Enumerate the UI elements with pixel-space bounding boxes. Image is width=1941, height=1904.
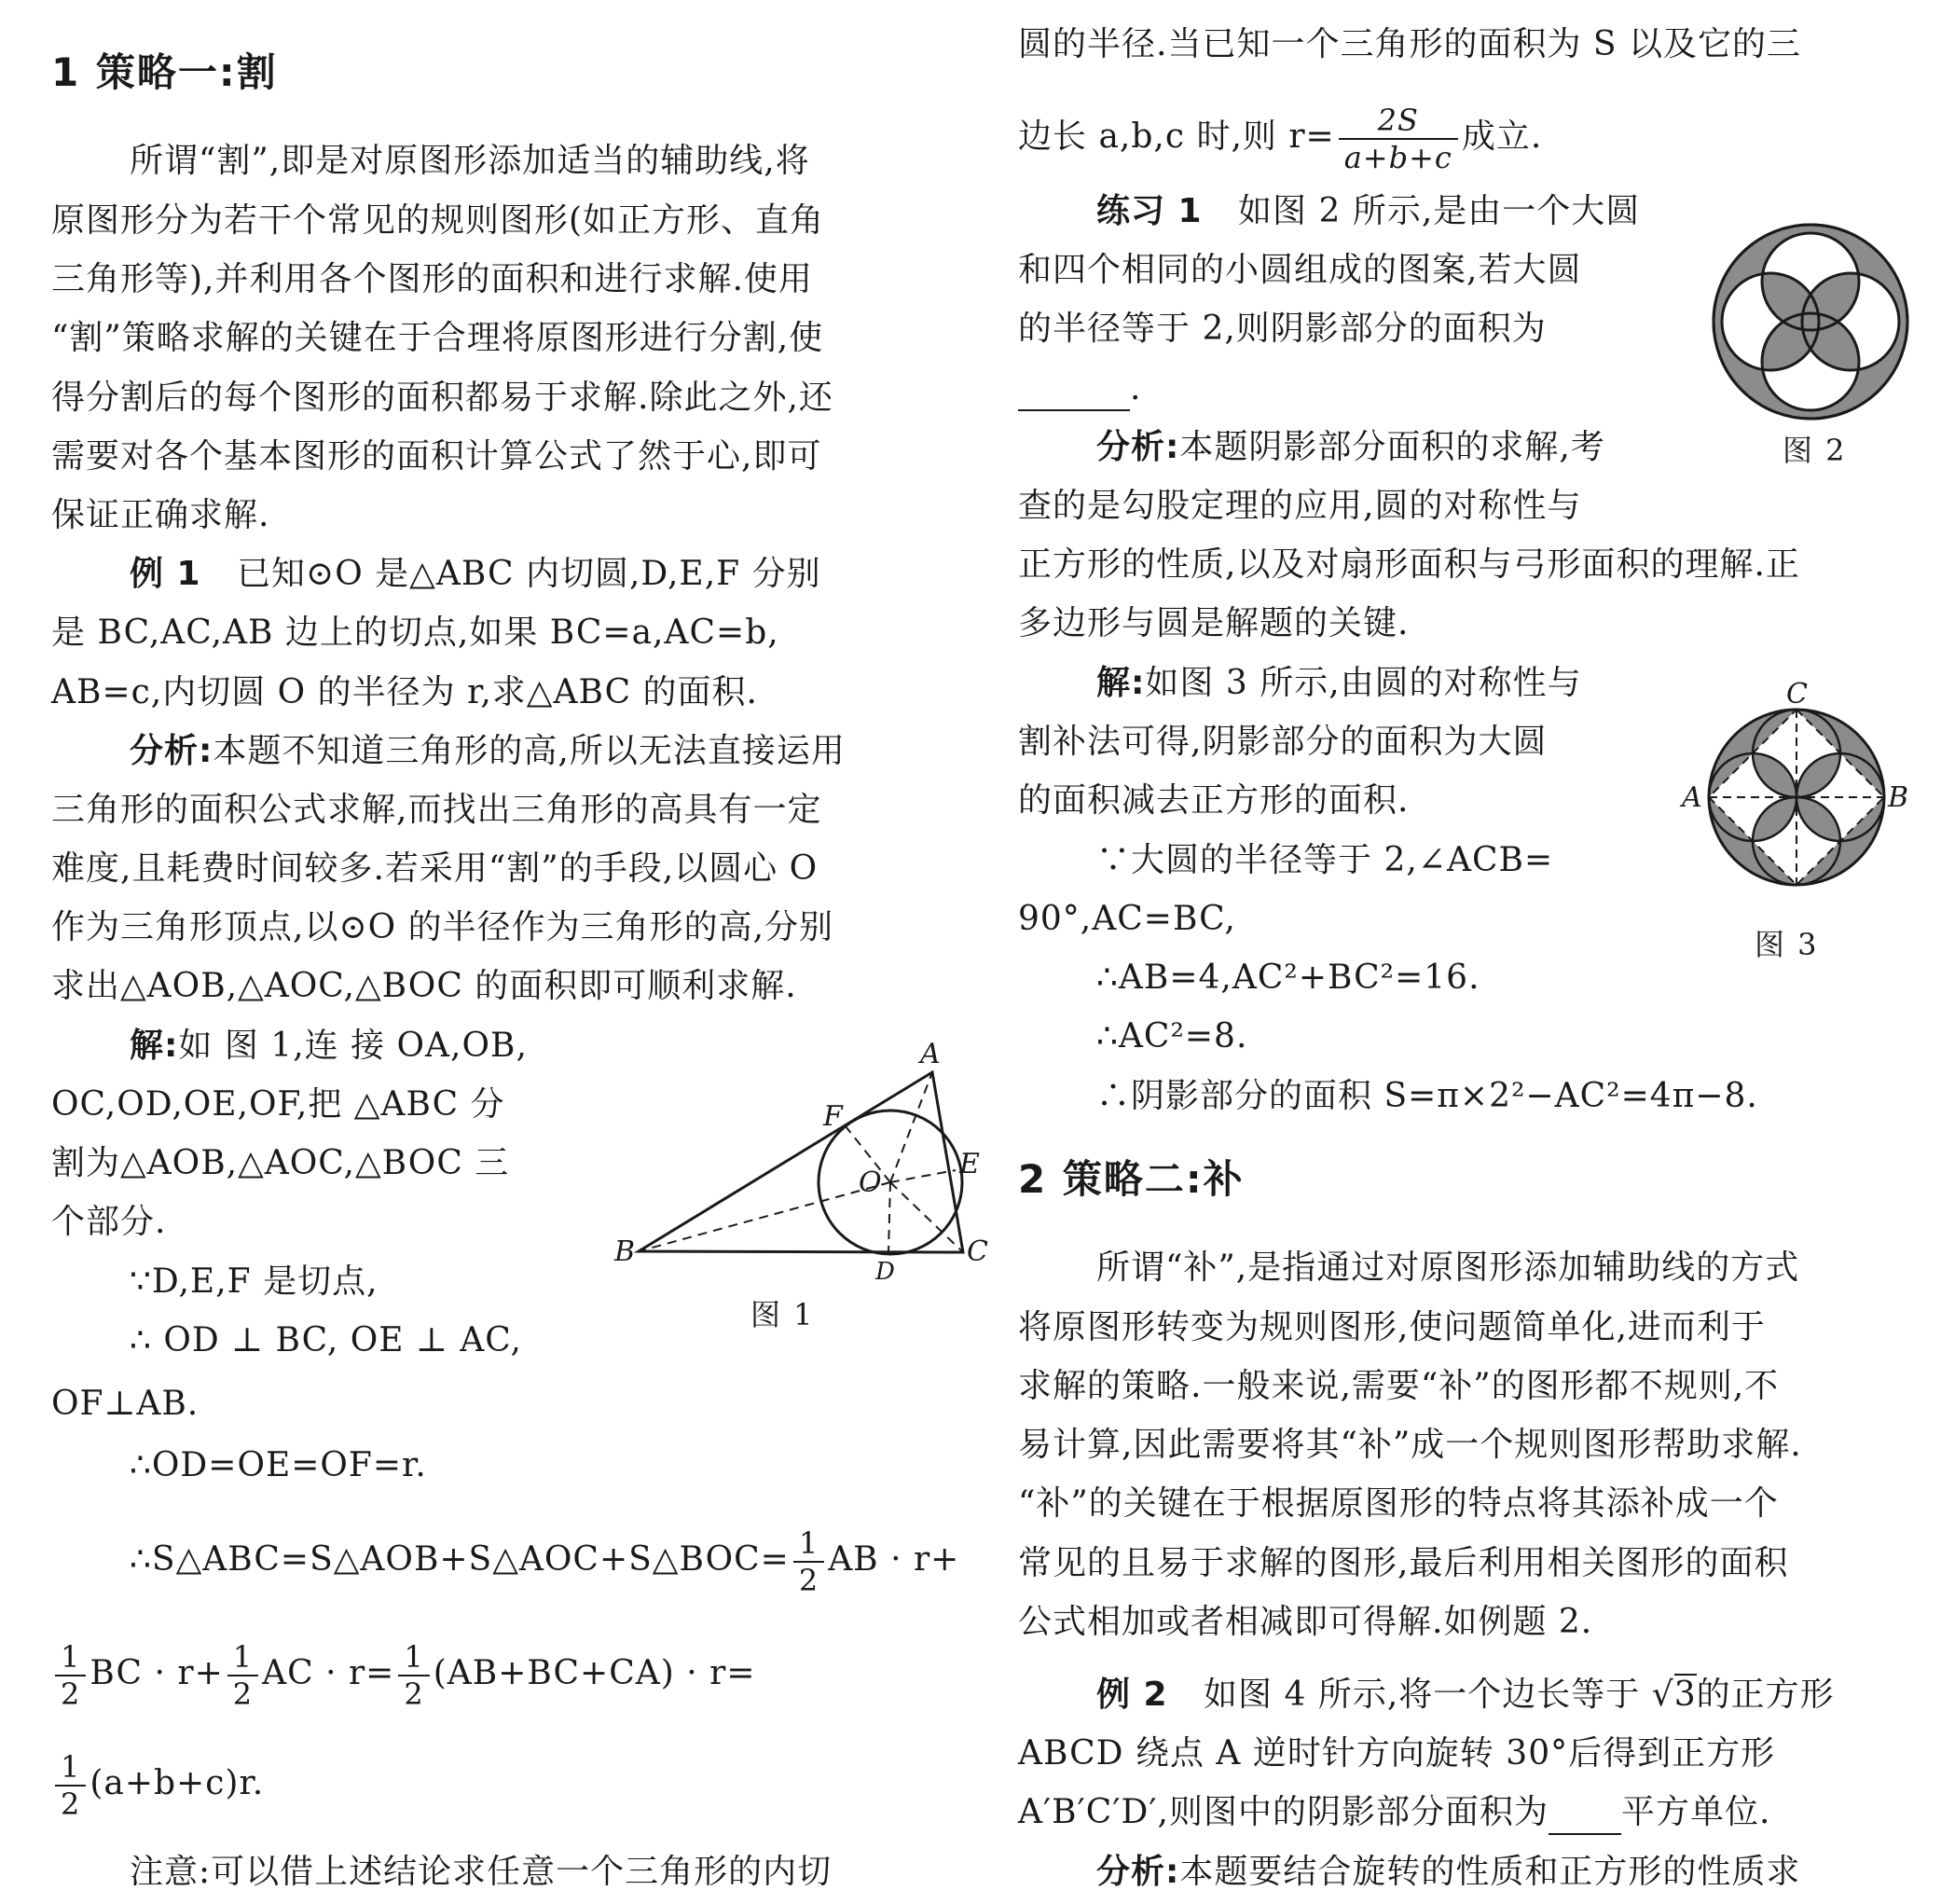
practice-label: 练习 1 bbox=[1096, 192, 1203, 230]
paragraph-line: 圆的半径.当已知一个三角形的面积为 S 以及它的三 bbox=[1018, 25, 1801, 63]
figure-2-circle-pattern bbox=[1703, 214, 1918, 429]
solution-1-line: 个部分. bbox=[51, 1203, 167, 1241]
equation-text: BC · r+ bbox=[89, 1654, 224, 1692]
segment-od bbox=[888, 1182, 890, 1252]
label-a: A bbox=[1682, 781, 1702, 814]
equation-text: (AB+BC+CA) · r= bbox=[433, 1654, 756, 1692]
label-c: C bbox=[967, 1235, 988, 1268]
paragraph-line: 常见的且易于求解的图形,最后利用相关图形的面积 bbox=[1018, 1544, 1789, 1582]
fraction: $\frac{1}{2}$ bbox=[55, 1639, 86, 1712]
solution-2-line: 割补法可得,阴影部分的面积为大圆 bbox=[1018, 723, 1548, 761]
example-2-line: 例 2 如图 4 所示,将一个边长等于 √3的正方形 bbox=[1096, 1676, 1835, 1714]
solution-label: 解: bbox=[130, 1027, 179, 1065]
solution-1-line: OC,OD,OE,OF,把 △ABC 分 bbox=[51, 1085, 505, 1124]
segment-oe bbox=[890, 1170, 956, 1182]
example-1-line: AB=c,内切圆 O 的半径为 r,求△ABC 的面积. bbox=[51, 673, 759, 711]
analysis-1-line: 难度,且耗费时间较多.若采用“割”的手段,以圆心 O bbox=[51, 849, 819, 888]
formula-text: 成立. bbox=[1461, 117, 1543, 156]
analysis-label: 分析: bbox=[130, 732, 213, 770]
equation-text: ∴S△ABC=S△AOB+S△AOC+S△BOC= bbox=[130, 1540, 790, 1579]
label-b: B bbox=[1888, 781, 1909, 814]
equation-line-1 bbox=[130, 1525, 959, 1598]
paragraph-line: 保证正确求解. bbox=[51, 496, 270, 534]
practice-1-line bbox=[1096, 191, 1640, 232]
paragraph-line: 所谓“割”,即是对原图形添加适当的辅助线,将 bbox=[130, 142, 810, 180]
analysis-1-line: 求出△AOB,△AOC,△BOC 的面积即可顺利求解. bbox=[51, 967, 797, 1005]
fraction: $\frac{1}{2}$ bbox=[398, 1639, 429, 1712]
solution-1-line bbox=[130, 1026, 528, 1067]
paragraph-line: 公式相加或者相减即可得解.如例题 2. bbox=[1018, 1603, 1593, 1641]
solution-1-line: ∴OD=OE=OF=r. bbox=[130, 1446, 427, 1484]
note-line: 注意:可以借上述结论求任意一个三角形的内切 bbox=[130, 1853, 833, 1891]
fraction: $\frac{2S}{a+b+c}$ bbox=[1339, 103, 1458, 175]
section-heading-1: 1 策略一:割 bbox=[51, 49, 278, 95]
analysis-text: 本题阴影部分面积的求解,考 bbox=[1179, 428, 1605, 466]
paragraph-line: 将原图形转变为规则图形,使问题简单化,进而利于 bbox=[1018, 1308, 1766, 1346]
paragraph-line: 所谓“补”,是指通过对原图形添加辅助线的方式 bbox=[1096, 1249, 1800, 1287]
solution-2-line: ∵大圆的半径等于 2,∠ACB= bbox=[1096, 841, 1554, 879]
example-1-line bbox=[130, 554, 821, 595]
practice-1-line: . bbox=[1018, 368, 1141, 411]
solution-label: 解: bbox=[1096, 664, 1146, 702]
solution-2-line bbox=[1096, 663, 1582, 704]
example-text: 如图 4 所示,将一个边长等于 bbox=[1204, 1676, 1641, 1714]
label-a: A bbox=[920, 1038, 941, 1070]
equation-text: (a+b+c)r. bbox=[89, 1764, 265, 1802]
equation-line-2 bbox=[51, 1639, 756, 1712]
solution-1-line: ∴ OD ⊥ BC, OE ⊥ AC, bbox=[130, 1321, 522, 1359]
analysis-2-line: 多边形与圆是解题的关键. bbox=[1018, 604, 1410, 642]
figure-3-circle-square bbox=[1661, 671, 1932, 923]
paragraph-line: 求解的策略.一般来说,需要“补”的图形都不规则,不 bbox=[1018, 1367, 1780, 1405]
solution-2-line: 90°,AC=BC, bbox=[1018, 900, 1236, 938]
label-e: E bbox=[959, 1148, 980, 1180]
example-label: 例 2 bbox=[1096, 1676, 1168, 1714]
fraction: $\frac{1}{2}$ bbox=[55, 1749, 86, 1822]
section-heading-2: 2 策略二:补 bbox=[1018, 1156, 1245, 1202]
analysis-1-line: 作为三角形顶点,以⊙O 的半径作为三角形的高,分别 bbox=[51, 908, 834, 946]
practice-1-line: 和四个相同的小圆组成的图案,若大圆 bbox=[1018, 251, 1582, 289]
solution-2-line: ∴阴影部分的面积 S=π×2²−AC²=4π−8. bbox=[1096, 1077, 1758, 1115]
solution-1-line: OF⊥AB. bbox=[51, 1385, 200, 1423]
analysis-label: 分析: bbox=[1096, 1853, 1180, 1891]
analysis-1-line bbox=[130, 731, 846, 772]
figure-1-triangle-incircle bbox=[611, 1035, 1002, 1286]
answer-blank bbox=[1549, 1792, 1621, 1835]
example-text: 已知⊙O 是△ABC 内切圆,D,E,F 分别 bbox=[237, 555, 821, 593]
practice-1-line: 的半径等于 2,则阴影部分的面积为 bbox=[1018, 310, 1547, 348]
example-2-line: ABCD 绕点 A 逆时针方向旋转 30°后得到正方形 bbox=[1018, 1734, 1776, 1773]
formula-line bbox=[1018, 103, 1542, 175]
paragraph-line: 易计算,因此需要将其“补”成一个规则图形帮助求解. bbox=[1018, 1426, 1802, 1464]
label-d: D bbox=[875, 1258, 895, 1286]
segment-ob bbox=[639, 1182, 890, 1251]
equation-text: AC · r= bbox=[262, 1654, 395, 1692]
analysis-text: 本题不知道三角形的高,所以无法直接运用 bbox=[213, 732, 846, 770]
figure-3-caption: 图 3 bbox=[1755, 927, 1819, 962]
paragraph-line: “割”策略求解的关键在于合理将原图形进行分割,使 bbox=[51, 319, 824, 357]
solution-1-line: 割为△AOB,△AOC,△BOC 三 bbox=[51, 1144, 510, 1182]
equation-text: AB · r+ bbox=[828, 1540, 960, 1579]
example-1-line: 是 BC,AC,AB 边上的切点,如果 BC=a,AC=b, bbox=[51, 614, 779, 652]
label-c: C bbox=[1786, 678, 1808, 711]
segment-oa bbox=[890, 1072, 932, 1182]
label-b: B bbox=[614, 1235, 636, 1268]
solution-2-line: ∴AC²=8. bbox=[1096, 1017, 1248, 1055]
analysis-2-line: 查的是勾股定理的应用,圆的对称性与 bbox=[1018, 487, 1582, 525]
analysis-label: 分析: bbox=[1096, 428, 1180, 466]
sqrt-symbol: √3 bbox=[1651, 1676, 1697, 1714]
paragraph-line: 需要对各个基本图形的面积计算公式了然于心,即可 bbox=[51, 437, 822, 476]
triangle-abc bbox=[639, 1072, 963, 1252]
solution-2-line: ∴AB=4,AC²+BC²=16. bbox=[1096, 959, 1480, 997]
label-f: F bbox=[823, 1100, 843, 1133]
paragraph-line: 原图形分为若干个常见的规则图形(如正方形、直角 bbox=[51, 201, 825, 240]
analysis-2-line: 正方形的性质,以及对扇形面积与弓形面积的理解.正 bbox=[1018, 545, 1800, 584]
analysis-text: 本题要结合旋转的性质和正方形的性质求 bbox=[1179, 1853, 1801, 1891]
example-label: 例 1 bbox=[130, 555, 201, 593]
example-2-line: A′B′C′D′,则图中的阴影部分面积为 平方单位. bbox=[1018, 1792, 1770, 1835]
figure-1-caption: 图 1 bbox=[750, 1297, 815, 1332]
equation-line-3 bbox=[51, 1749, 264, 1822]
solution-text: 如图 3 所示,由圆的对称性与 bbox=[1145, 664, 1582, 702]
figure-2-caption: 图 2 bbox=[1783, 433, 1847, 468]
fraction: $\frac{1}{2}$ bbox=[793, 1525, 824, 1598]
analysis-3-line bbox=[1096, 1852, 1800, 1893]
label-o: O bbox=[859, 1166, 882, 1199]
paragraph-line: 三角形等),并利用各个图形的面积和进行求解.使用 bbox=[51, 260, 813, 298]
solution-1-line: ∵D,E,F 是切点, bbox=[130, 1262, 379, 1301]
analysis-1-line: 三角形的面积公式求解,而找出三角形的高具有一定 bbox=[51, 791, 822, 829]
analysis-2-line bbox=[1096, 427, 1605, 468]
paragraph-line: “补”的关键在于根据原图形的特点将其添补成一个 bbox=[1018, 1484, 1779, 1523]
practice-text: 如图 2 所示,是由一个大圆 bbox=[1238, 192, 1641, 230]
solution-2-line: 的面积减去正方形的面积. bbox=[1018, 781, 1410, 820]
paragraph-line: 得分割后的每个图形的面积都易于求解.除此之外,还 bbox=[51, 379, 833, 417]
fraction: $\frac{1}{2}$ bbox=[227, 1639, 258, 1712]
formula-text: 边长 a,b,c 时,则 r= bbox=[1018, 117, 1335, 156]
solution-text: 如 图 1,连 接 OA,OB, bbox=[178, 1027, 528, 1065]
answer-blank bbox=[1018, 368, 1130, 411]
